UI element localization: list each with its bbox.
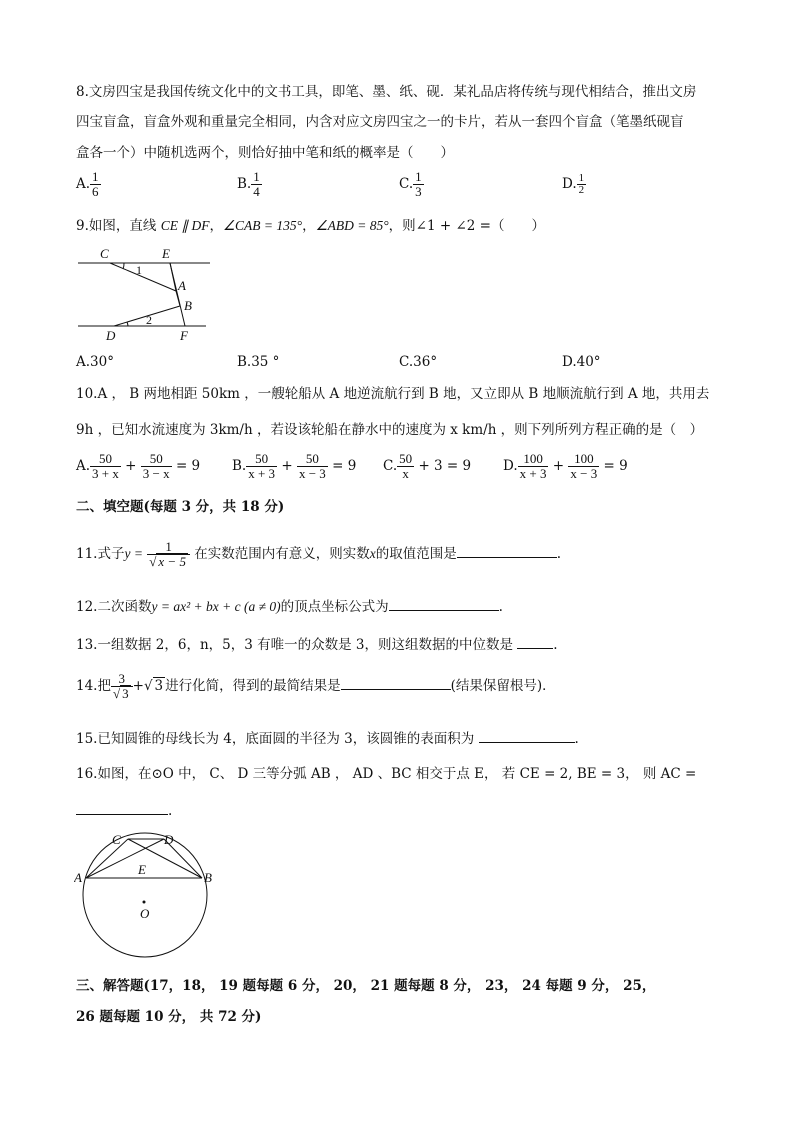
q9-option-c: C.36°: [399, 354, 438, 370]
q9-option-d: D.40°: [562, 354, 601, 370]
q8-line3: 盒各一个）中随机选两个，则恰好抽中笔和纸的概率是（ ）: [76, 145, 454, 161]
label-o: O: [140, 906, 150, 921]
label-b: B: [184, 298, 192, 313]
section-3-heading-line2: 26 题每题 10 分， 共 72 分): [76, 1009, 262, 1025]
segment-ef: [170, 263, 185, 326]
label-e: E: [162, 246, 170, 261]
q10-option-c: C. $\frac{50}{x}$ + 3 = 9: [383, 451, 472, 481]
section-3-heading-line1: 三、解答题(17，18， 19 题每题 6 分， 20， 21 题每题 8 分， 23， 24 每题 9 分， 25，: [76, 978, 656, 994]
chord-ad: [86, 839, 164, 878]
q16-line2: .: [76, 800, 172, 821]
q15: 15.已知圆锥的母线长为 4，底面圆的半径为 3，该圆锥的表面积为 .: [76, 728, 579, 749]
angle-2-arc: [127, 322, 128, 326]
q9-stem: 9.如图，直线 CE ∥ DF，∠CAB = 135°，∠ABD = 85°，则∠1 + ∠2 =（ ）: [76, 218, 545, 234]
q10-line1: 10.A ， B 两地相距 50km ，一艘轮船从 A 地逆流航行到 B 地，又立即从 B 地顺流航行到 A 地，共用去: [76, 386, 710, 402]
q10-option-d: D. $\frac{100}{x + 3}$ + $\frac{100}{x - 3}$ = 9: [503, 451, 628, 481]
q13-answer-blank[interactable]: [517, 634, 553, 649]
label-a: A: [74, 870, 82, 885]
label-1: 1: [136, 263, 142, 277]
label-f: F: [180, 328, 188, 343]
label-b: B: [204, 870, 212, 885]
section-2-heading: 二、填空题(每题 3 分，共 18 分): [76, 499, 285, 515]
q10-line2: 9h ，已知水流速度为 3km/h ，若设该轮船在静水中的速度为 x km/h ，则下列所列方程正确的是（ ）: [76, 422, 704, 438]
label-d: D: [106, 328, 116, 343]
q9-parallel-lines-figure: [74, 244, 214, 344]
q15-answer-blank[interactable]: [479, 728, 575, 743]
chord-ac: [86, 839, 128, 878]
q16-circle-figure: [74, 830, 224, 962]
label-a: A: [178, 278, 186, 293]
label-d: D: [164, 832, 174, 847]
label-e: E: [138, 862, 146, 877]
angle-1-arc: [123, 263, 124, 269]
q8-option-a: A. $\frac{1}{6}$: [76, 169, 99, 199]
q8-line1: 8.文房四宝是我国传统文化中的文书工具，即笔、墨、纸、砚．某礼品店将传统与现代相结合，推出文房: [76, 84, 697, 100]
q10-option-b: B. $\frac{50}{x + 3}$ + $\frac{50}{x - 3}$ = 9: [232, 451, 357, 481]
center-dot: [143, 901, 146, 904]
q8-option-b: B. $\frac{1}{4}$: [237, 169, 260, 199]
q10-option-a: A. $\frac{50}{3 + x}$ + $\frac{50}{3 - x}$ = 9: [76, 451, 201, 481]
q13: 13.一组数据 2，6，n，5，3 有唯一的众数是 3，则这组数据的中位数是 .: [76, 634, 558, 655]
q11-answer-blank[interactable]: [457, 543, 557, 558]
q8-option-d: D. $\frac{1}{2}$: [562, 172, 585, 196]
q14-answer-blank[interactable]: [341, 675, 451, 690]
q16-line1: 16.如图，在⊙O 中， C、 D 三等分弧 AB ， AD 、BC 相交于点 E， 若 CE = 2, BE = 3， 则 AC =: [76, 766, 697, 782]
q9-option-b: B.35 °: [237, 354, 280, 370]
label-2: 2: [146, 313, 152, 327]
q9-option-a: A.30°: [76, 354, 114, 370]
label-c: C: [112, 832, 121, 847]
q12: 12.二次函数y = ax² + bx + c (a ≠ 0)的顶点坐标公式为 .: [76, 596, 503, 617]
q8-line2: 四宝盲盒，盲盒外观和重量完全相同，内含对应文房四宝之一的卡片，若从一套四个盲盒（笔墨纸砚盲: [76, 114, 684, 130]
segment-ab: [176, 291, 180, 306]
q14: 14.把 $\frac{3}{√ 3}$ +√ 3 进行化简，得到的最简结果是 (结果保留根号)．: [76, 671, 556, 701]
label-c: C: [100, 246, 109, 261]
q8-option-c: C. $\frac{1}{3}$: [399, 169, 422, 199]
q11: 11.式子y = $\frac{1}{√ x - 5}$ 在实数范围内有意义，则实数x的取值范围是 .: [76, 539, 562, 569]
segment-ca: [110, 263, 176, 291]
q16-answer-blank[interactable]: [76, 800, 168, 815]
q12-answer-blank[interactable]: [389, 596, 499, 611]
circle-o: [83, 833, 207, 957]
